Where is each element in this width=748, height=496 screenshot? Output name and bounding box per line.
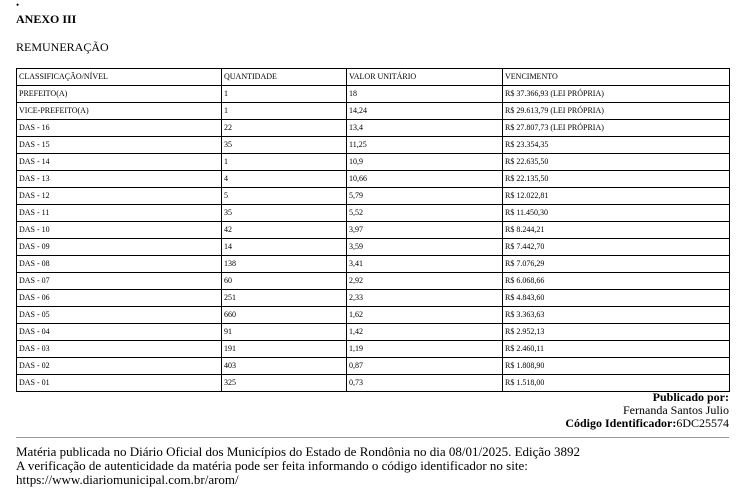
table-cell: 191 <box>222 341 347 358</box>
table-cell: DAS - 09 <box>17 239 222 256</box>
table-cell: 1 <box>222 103 347 120</box>
table-cell: R$ 12.022,81 <box>503 188 730 205</box>
table-row <box>17 154 730 171</box>
table-cell: 10,9 <box>347 154 503 171</box>
footer-publication-note: Matéria publicada no Diário Oficial dos Municípios do Estado de Rondônia no dia 08/01/2025. Edição 3892 <box>16 444 580 459</box>
table-cell: 22 <box>222 120 347 137</box>
table-cell: DAS - 01 <box>17 375 222 392</box>
table-cell: R$ 1.808,90 <box>503 358 730 375</box>
table-cell: 3,97 <box>347 222 503 239</box>
remuneration-table <box>16 68 730 392</box>
table-cell: 5,52 <box>347 205 503 222</box>
table-cell: DAS - 08 <box>17 256 222 273</box>
table-cell: 0,87 <box>347 358 503 375</box>
table-cell: R$ 1.518,00 <box>503 375 730 392</box>
section-subtitle: REMUNERAÇÃO <box>16 40 109 54</box>
table-cell: 3,41 <box>347 256 503 273</box>
table-cell: 35 <box>222 205 347 222</box>
table-cell: R$ 7.076,29 <box>503 256 730 273</box>
table-cell: R$ 2.460,11 <box>503 341 730 358</box>
table-cell: DAS - 03 <box>17 341 222 358</box>
table-row <box>17 324 730 341</box>
table-cell: DAS - 05 <box>17 307 222 324</box>
table-cell: DAS - 14 <box>17 154 222 171</box>
table-cell: R$ 27.807,73 (LEI PRÓPRIA) <box>503 120 730 137</box>
table-row <box>17 239 730 256</box>
footer-verification-note: A verificação de autenticidade da matéria pode ser feita informando o código identificador no site: <box>16 458 528 473</box>
table-cell: DAS - 07 <box>17 273 222 290</box>
table-cell: R$ 22.135,50 <box>503 171 730 188</box>
table-cell: VICE-PREFEITO(A) <box>17 103 222 120</box>
table-row <box>17 358 730 375</box>
table-row <box>17 86 730 103</box>
table-cell: 251 <box>222 290 347 307</box>
table-cell: 14 <box>222 239 347 256</box>
table-cell: DAS - 15 <box>17 137 222 154</box>
table-header-cell: VALOR UNITÁRIO <box>347 69 503 86</box>
table-cell: R$ 37.366,93 (LEI PRÓPRIA) <box>503 86 730 103</box>
table-cell: PREFEITO(A) <box>17 86 222 103</box>
footer <box>16 445 580 487</box>
table-row <box>17 222 730 239</box>
table-cell: 3,59 <box>347 239 503 256</box>
table-cell: R$ 4.843,60 <box>503 290 730 307</box>
table-cell: DAS - 10 <box>17 222 222 239</box>
table-row <box>17 188 730 205</box>
table-cell: R$ 2.952,13 <box>503 324 730 341</box>
table-cell: 2,33 <box>347 290 503 307</box>
table-cell: 0,73 <box>347 375 503 392</box>
table-cell: 403 <box>222 358 347 375</box>
table-cell: 35 <box>222 137 347 154</box>
table-cell: DAS - 04 <box>17 324 222 341</box>
table-cell: 10,66 <box>347 171 503 188</box>
bullet-marker: • <box>16 0 20 10</box>
table-cell: DAS - 02 <box>17 358 222 375</box>
footer-divider <box>16 437 729 438</box>
table-cell: DAS - 16 <box>17 120 222 137</box>
table-cell: DAS - 06 <box>17 290 222 307</box>
table-cell: 14,24 <box>347 103 503 120</box>
table-cell: DAS - 11 <box>17 205 222 222</box>
table-cell: DAS - 13 <box>17 171 222 188</box>
code-label: Código Identificador: <box>565 416 677 430</box>
table-row <box>17 137 730 154</box>
table-row <box>17 120 730 137</box>
table-cell: 11,25 <box>347 137 503 154</box>
table-row <box>17 341 730 358</box>
table-cell: 2,92 <box>347 273 503 290</box>
table-row <box>17 205 730 222</box>
table-cell: DAS - 12 <box>17 188 222 205</box>
table-cell: 1,42 <box>347 324 503 341</box>
table-cell: 138 <box>222 256 347 273</box>
table-row <box>17 103 730 120</box>
table-row <box>17 290 730 307</box>
table-row <box>17 171 730 188</box>
table-cell: R$ 11.450,30 <box>503 205 730 222</box>
table-cell: R$ 23.354,35 <box>503 137 730 154</box>
table-cell: 13,4 <box>347 120 503 137</box>
annex-title: ANEXO III <box>16 12 77 26</box>
table-row <box>17 256 730 273</box>
publisher-name: Fernanda Santos Julio <box>623 403 729 417</box>
table-cell: R$ 22.635,50 <box>503 154 730 171</box>
table-cell: 325 <box>222 375 347 392</box>
table-cell: 660 <box>222 307 347 324</box>
table-cell: R$ 6.068,66 <box>503 273 730 290</box>
table-header-cell: CLASSIFICAÇÃO/NÍVEL <box>17 69 222 86</box>
table-cell: 18 <box>347 86 503 103</box>
published-by-label: Publicado por: <box>652 390 729 404</box>
table-cell: R$ 7.442,70 <box>503 239 730 256</box>
table-header-cell: VENCIMENTO <box>503 69 730 86</box>
table-row <box>17 273 730 290</box>
code-value: 6DC25574 <box>676 416 729 430</box>
table-cell: 91 <box>222 324 347 341</box>
table-cell: 60 <box>222 273 347 290</box>
footer-url-link[interactable]: https://www.diariomunicipal.com.br/arom/ <box>16 472 239 487</box>
table-header-cell: QUANTIDADE <box>222 69 347 86</box>
table-cell: 4 <box>222 171 347 188</box>
table-cell: R$ 29.613,79 (LEI PRÓPRIA) <box>503 103 730 120</box>
table-header-row <box>17 69 730 86</box>
table-cell: R$ 3.363,63 <box>503 307 730 324</box>
table-cell: 1 <box>222 154 347 171</box>
table-cell: R$ 8.244,21 <box>503 222 730 239</box>
table-cell: 1,19 <box>347 341 503 358</box>
table-cell: 1,62 <box>347 307 503 324</box>
table-cell: 5 <box>222 188 347 205</box>
table-cell: 42 <box>222 222 347 239</box>
table-cell: 1 <box>222 86 347 103</box>
publication-block <box>565 391 729 430</box>
table-row <box>17 375 730 392</box>
table-cell: 5,79 <box>347 188 503 205</box>
table-row <box>17 307 730 324</box>
